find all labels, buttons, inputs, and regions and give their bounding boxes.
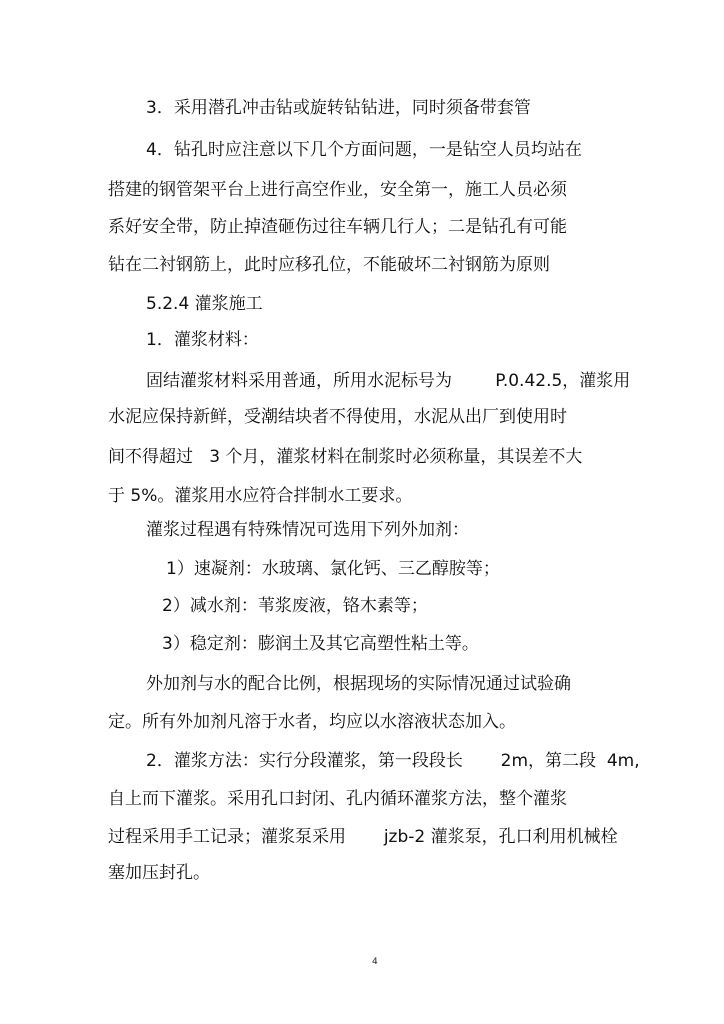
subsection-heading-method: 2．灌浆方法：实行分段灌浆，第一段段长 2m，第二段 4m, [146,751,640,771]
text-line-16: 外加剂与水的配合比例，根据现场的实际情况通过试验确 [146,674,571,694]
subsection-heading-materials: 1．灌浆材料： [146,330,259,350]
text-line-5: 钻在二衬钢筋上，此时应移孔位，不能破坏二衬钢筋为原则 [108,255,550,275]
list-item-1: 1）速凝剂：水玻璃、氯化钙、三乙醇胺等； [166,559,500,579]
text-line-21: 塞加压封孔。 [108,863,210,883]
text-line-12: 灌浆过程遇有特殊情况可选用下列外加剂： [146,520,469,540]
text-line-2: 4．钻孔时应注意以下几个方面问题，一是钻空人员均站在 [146,140,582,160]
text-line-9: 水泥应保持新鲜，受潮结块者不得使用，水泥从出厂到使用时 [108,407,567,427]
text-line-10: 间不得超过 3 个月，灌浆材料在制浆时必须称量，其误差不大 [108,447,583,467]
section-heading: 5.2.4 灌浆施工 [146,294,263,314]
text-line-17: 定。所有外加剂凡溶于水者，均应以水溶液状态加入。 [108,712,516,732]
list-item-2: 2）减水剂：苇浆废液，铬木素等； [162,596,428,616]
text-line-11: 于 5%。灌浆用水应符合拌制水工要求。 [108,486,413,506]
list-item-3: 3）稳定剂：膨润土及其它高塑性粘土等。 [162,634,479,654]
text-line-4: 系好安全带，防止掉渣砸伤过往车辆几行人；二是钻孔有可能 [108,217,567,237]
page-number: 4 [372,957,378,967]
text-line-8: 固结灌浆材料采用普通，所用水泥标号为 P.0.42.5，灌浆用 [146,371,631,391]
text-line-19: 自上而下灌浆。采用孔口封闭、孔内循环灌浆方法，整个灌浆 [108,789,567,809]
text-line-20: 过程采用手工记录；灌浆泵采用 jzb-2 灌浆泵，孔口利用机械栓 [108,827,618,847]
text-line-3: 搭建的钢管架平台上进行高空作业，安全第一，施工人员必须 [108,180,567,200]
text-line-1: 3．采用潜孔冲击钻或旋转钻钻进，同时须备带套管 [146,98,531,118]
